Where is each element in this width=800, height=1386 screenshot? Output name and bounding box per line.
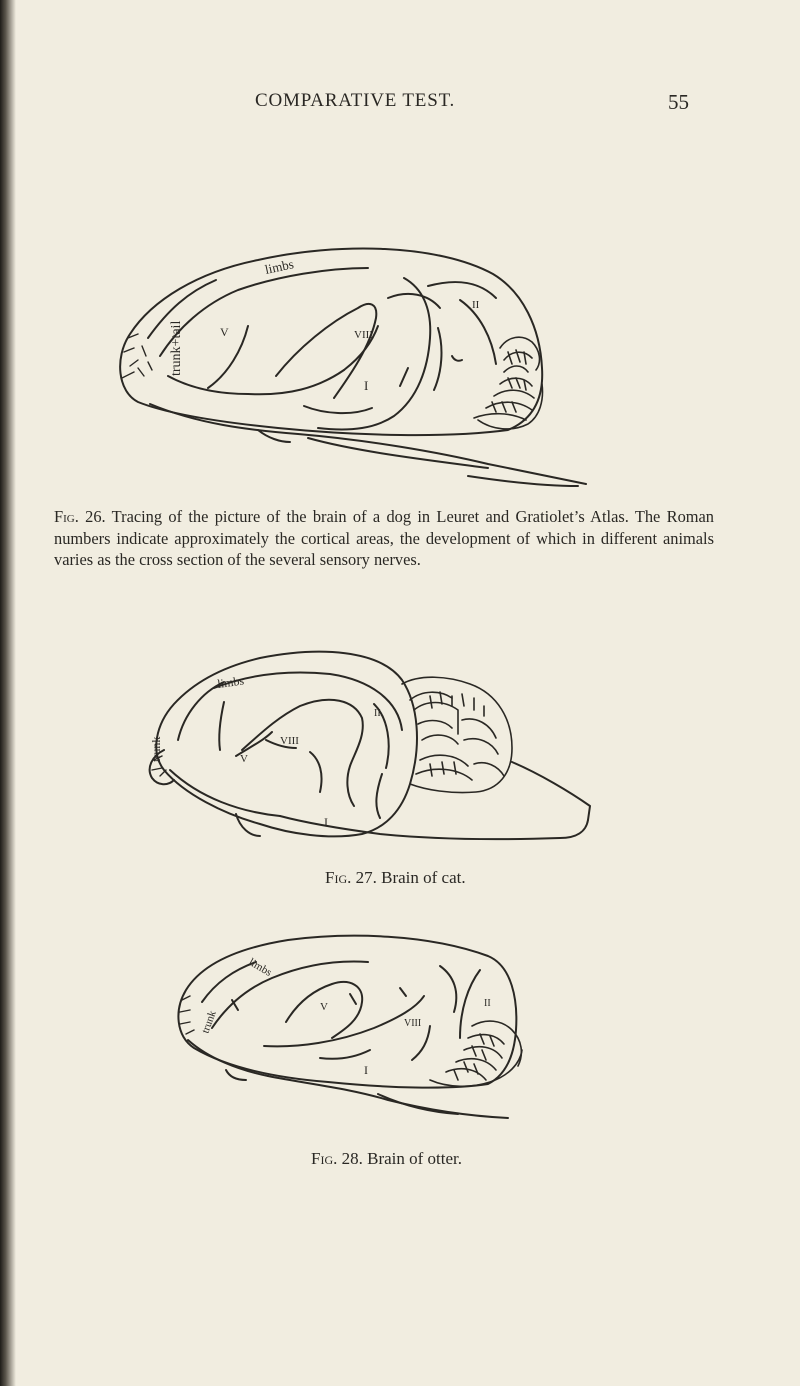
area-label-v: V (240, 753, 248, 765)
area-label-i: I (324, 815, 328, 829)
area-label-trunk: trunk (199, 1009, 219, 1036)
area-label-ii: II (374, 708, 381, 719)
area-label-limbs: limbs (216, 673, 245, 691)
figure-28-caption-text: Brain of otter. (367, 1149, 463, 1168)
figure-27-caption-text: Brain of cat. (381, 868, 466, 887)
area-label-viii: VIII (354, 329, 373, 341)
figure-26-caption (54, 506, 714, 571)
area-label-viii: VIII (404, 1018, 422, 1029)
running-head: COMPARATIVE TEST. (255, 90, 456, 111)
figure-28-label: Fig. 28. (311, 1149, 363, 1168)
figure-26-caption-text: Tracing of the picture of the brain of a dog in Leuret and Gratiolet’s Atlas. The Roman numbers indicate approximately the cortical areas, the development of which in different animals varies as the cross section of the several sensory nerves. (54, 507, 714, 569)
area-label-trunk-tail: trunk+tail (169, 320, 184, 376)
figure-26-dog-brain (108, 238, 608, 498)
area-label-limbs: limbs (263, 256, 295, 277)
area-label-limbs: limbs (246, 956, 274, 979)
figure-28-caption (311, 1149, 462, 1169)
area-label-v: V (320, 1001, 328, 1013)
page-number: 55 (668, 90, 689, 114)
figure-27-cat-brain (140, 644, 610, 854)
area-label-ii: II (472, 299, 480, 311)
cat-brain-drawing (140, 644, 610, 854)
figure-28-otter-brain (168, 930, 548, 1130)
area-label-i: I (364, 1063, 368, 1077)
binding-shadow (0, 0, 16, 1386)
area-label-trunk: trunk (149, 736, 163, 762)
area-label-v: V (220, 325, 229, 339)
page-header (0, 90, 800, 120)
figure-26-label: Fig. 26. (54, 507, 106, 526)
figure-27-caption (325, 868, 466, 888)
otter-brain-drawing (168, 930, 548, 1130)
dog-brain-drawing (108, 238, 608, 498)
area-label-ii: II (484, 998, 491, 1009)
area-label-viii: VIII (280, 735, 299, 747)
area-label-i: I (364, 378, 369, 393)
figure-27-label: Fig. 27. (325, 868, 377, 887)
